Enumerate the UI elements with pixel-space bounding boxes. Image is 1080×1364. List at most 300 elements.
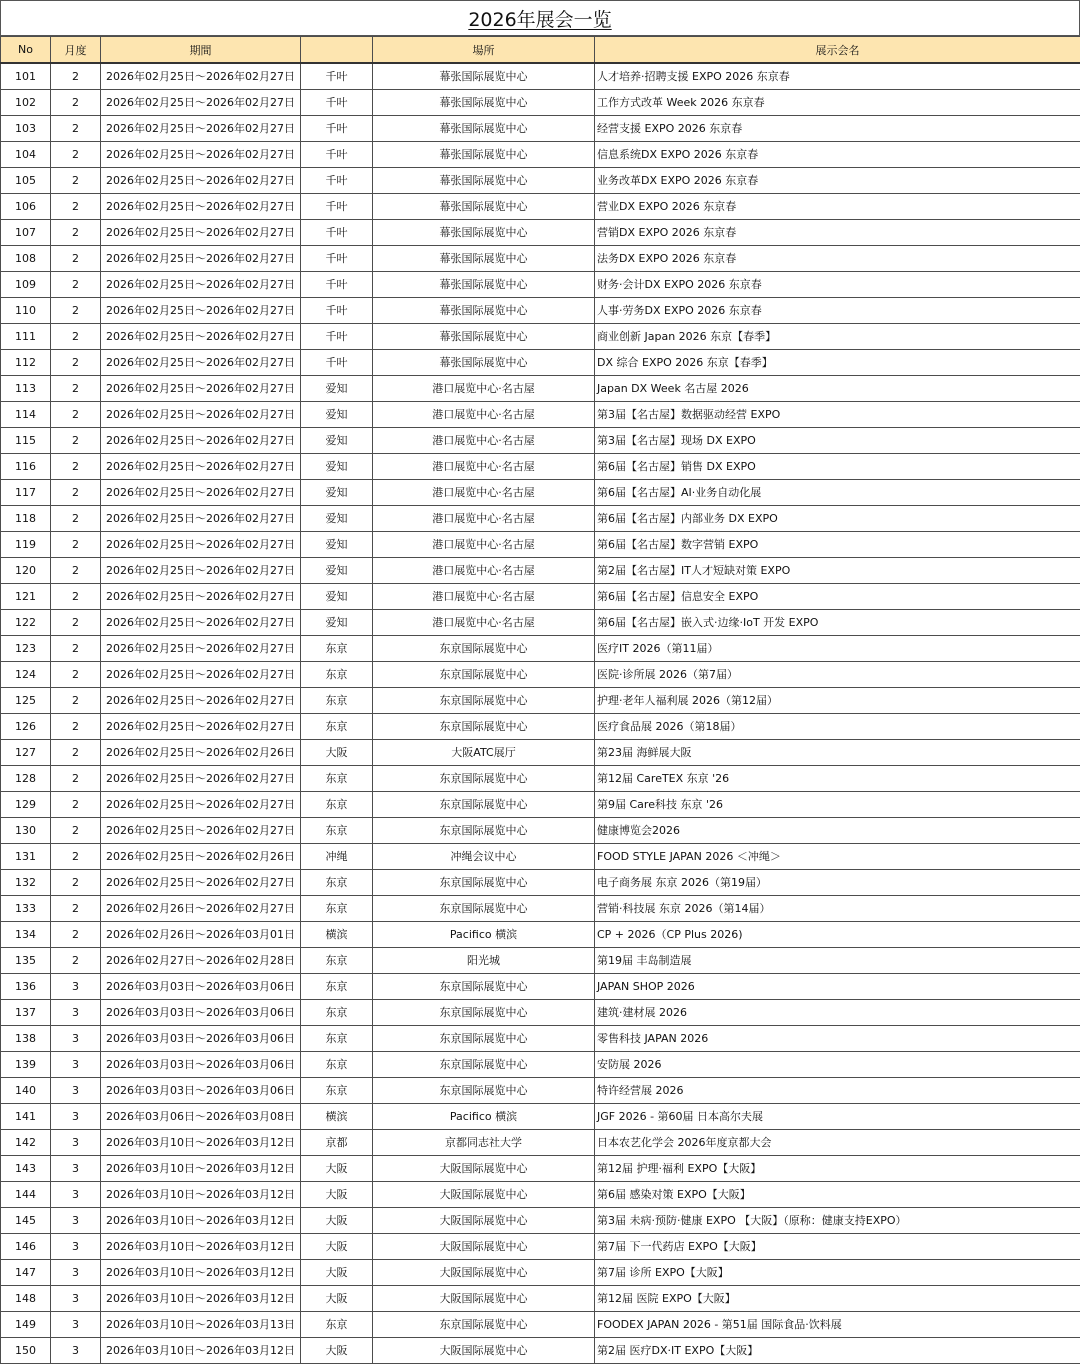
cell-no: 134 [1,922,51,948]
cell-no: 138 [1,1026,51,1052]
table-row [1,1208,1080,1234]
cell-month: 2 [51,792,101,818]
cell-month: 3 [51,1078,101,1104]
cell-month: 3 [51,1208,101,1234]
cell-venue: 港口展览中心·名古屋 [373,610,595,636]
cell-prefecture: 千叶 [301,168,373,194]
cell-venue: 幕张国际展览中心 [373,194,595,220]
cell-period: 2026年02月25日～2026年02月27日 [101,272,301,298]
cell-expo-name: 经营支援 EXPO 2026 东京春 [595,116,1080,142]
table-row [1,870,1080,896]
cell-period: 2026年02月25日～2026年02月27日 [101,714,301,740]
cell-no: 146 [1,1234,51,1260]
cell-month: 2 [51,246,101,272]
title-bar [0,0,1080,36]
cell-expo-name: 第23届 海鲜展大阪 [595,740,1080,766]
table-row [1,766,1080,792]
cell-expo-name: JAPAN SHOP 2026 [595,974,1080,1000]
cell-no: 135 [1,948,51,974]
cell-expo-name: Japan DX Week 名古屋 2026 [595,376,1080,402]
cell-no: 141 [1,1104,51,1130]
header-expo-name: 展示会名 [595,37,1080,64]
cell-no: 110 [1,298,51,324]
table-row [1,1052,1080,1078]
cell-month: 2 [51,376,101,402]
table-row [1,532,1080,558]
cell-prefecture: 千叶 [301,272,373,298]
cell-expo-name: 安防展 2026 [595,1052,1080,1078]
cell-no: 107 [1,220,51,246]
cell-no: 112 [1,350,51,376]
table-row [1,402,1080,428]
cell-month: 2 [51,350,101,376]
header-venue: 場所 [373,37,595,64]
cell-month: 2 [51,428,101,454]
cell-expo-name: 第6届【名古屋】内部业务 DX EXPO [595,506,1080,532]
cell-period: 2026年03月03日～2026年03月06日 [101,1078,301,1104]
cell-no: 108 [1,246,51,272]
cell-month: 3 [51,1052,101,1078]
cell-month: 2 [51,870,101,896]
cell-expo-name: DX 综合 EXPO 2026 东京【春季】 [595,350,1080,376]
cell-no: 145 [1,1208,51,1234]
expo-table [0,36,1080,1364]
table-row [1,324,1080,350]
cell-no: 102 [1,90,51,116]
cell-expo-name: 第12届 护理·福利 EXPO【大阪】 [595,1156,1080,1182]
header-month: 月度 [51,37,101,64]
cell-venue: Pacifico 横滨 [373,922,595,948]
cell-prefecture: 东京 [301,1078,373,1104]
cell-expo-name: 健康博览会2026 [595,818,1080,844]
cell-period: 2026年03月10日～2026年03月12日 [101,1260,301,1286]
table-row [1,142,1080,168]
cell-prefecture: 东京 [301,688,373,714]
cell-prefecture: 东京 [301,1000,373,1026]
cell-no: 118 [1,506,51,532]
cell-prefecture: 千叶 [301,246,373,272]
cell-venue: 幕张国际展览中心 [373,246,595,272]
cell-month: 2 [51,63,101,90]
cell-expo-name: 工作方式改革 Week 2026 东京春 [595,90,1080,116]
cell-month: 3 [51,1234,101,1260]
cell-period: 2026年03月10日～2026年03月12日 [101,1156,301,1182]
cell-expo-name: 第3届【名古屋】现场 DX EXPO [595,428,1080,454]
table-row [1,298,1080,324]
cell-period: 2026年02月25日～2026年02月27日 [101,610,301,636]
cell-month: 2 [51,454,101,480]
cell-prefecture: 爱知 [301,454,373,480]
table-row [1,376,1080,402]
table-row [1,350,1080,376]
cell-period: 2026年03月06日～2026年03月08日 [101,1104,301,1130]
table-row [1,480,1080,506]
cell-period: 2026年03月10日～2026年03月13日 [101,1312,301,1338]
cell-venue: 港口展览中心·名古屋 [373,506,595,532]
cell-month: 2 [51,610,101,636]
cell-prefecture: 千叶 [301,63,373,90]
cell-no: 120 [1,558,51,584]
cell-prefecture: 大阪 [301,740,373,766]
table-row [1,1182,1080,1208]
cell-venue: 港口展览中心·名古屋 [373,402,595,428]
header-prefecture [301,37,373,64]
cell-period: 2026年02月25日～2026年02月27日 [101,792,301,818]
cell-no: 106 [1,194,51,220]
cell-venue: 幕张国际展览中心 [373,324,595,350]
cell-period: 2026年03月10日～2026年03月12日 [101,1208,301,1234]
cell-no: 131 [1,844,51,870]
cell-period: 2026年03月03日～2026年03月06日 [101,974,301,1000]
cell-expo-name: 第3届 未病·预防·健康 EXPO 【大阪】（原称：健康支持EXPO） [595,1208,1080,1234]
cell-period: 2026年03月03日～2026年03月06日 [101,1052,301,1078]
cell-expo-name: 业务改革DX EXPO 2026 东京春 [595,168,1080,194]
cell-venue: 东京国际展览中心 [373,974,595,1000]
cell-venue: 阳光城 [373,948,595,974]
cell-month: 3 [51,1130,101,1156]
cell-period: 2026年02月25日～2026年02月27日 [101,454,301,480]
table-row [1,636,1080,662]
cell-period: 2026年03月10日～2026年03月12日 [101,1234,301,1260]
cell-prefecture: 爱知 [301,610,373,636]
cell-venue: Pacifico 横滨 [373,1104,595,1130]
table-row [1,90,1080,116]
cell-venue: 大阪国际展览中心 [373,1234,595,1260]
cell-period: 2026年02月25日～2026年02月27日 [101,584,301,610]
cell-period: 2026年03月10日～2026年03月12日 [101,1286,301,1312]
cell-expo-name: 人才培养·招聘支援 EXPO 2026 东京春 [595,63,1080,90]
cell-period: 2026年02月25日～2026年02月27日 [101,818,301,844]
cell-expo-name: 营销DX EXPO 2026 东京春 [595,220,1080,246]
cell-prefecture: 东京 [301,948,373,974]
page-title: 2026年展会一览 [468,5,611,32]
table-row [1,584,1080,610]
cell-venue: 东京国际展览中心 [373,688,595,714]
cell-prefecture: 东京 [301,870,373,896]
cell-no: 105 [1,168,51,194]
cell-no: 129 [1,792,51,818]
table-row [1,948,1080,974]
cell-period: 2026年03月10日～2026年03月12日 [101,1130,301,1156]
cell-prefecture: 爱知 [301,402,373,428]
cell-prefecture: 东京 [301,662,373,688]
cell-prefecture: 爱知 [301,376,373,402]
cell-month: 2 [51,662,101,688]
cell-expo-name: 第2届【名古屋】IT人才短缺对策 EXPO [595,558,1080,584]
cell-prefecture: 爱知 [301,428,373,454]
cell-period: 2026年02月25日～2026年02月27日 [101,246,301,272]
table-row [1,168,1080,194]
cell-month: 2 [51,402,101,428]
cell-period: 2026年02月25日～2026年02月27日 [101,870,301,896]
cell-venue: 幕张国际展览中心 [373,116,595,142]
cell-period: 2026年02月25日～2026年02月27日 [101,506,301,532]
table-row [1,610,1080,636]
cell-no: 142 [1,1130,51,1156]
cell-no: 132 [1,870,51,896]
cell-expo-name: 法务DX EXPO 2026 东京春 [595,246,1080,272]
cell-expo-name: FOODEX JAPAN 2026 - 第51届 国际食品·饮料展 [595,1312,1080,1338]
cell-month: 2 [51,142,101,168]
cell-expo-name: 第6届【名古屋】信息安全 EXPO [595,584,1080,610]
cell-month: 2 [51,896,101,922]
cell-expo-name: 营销·科技展 东京 2026（第14届） [595,896,1080,922]
cell-prefecture: 东京 [301,636,373,662]
cell-month: 2 [51,714,101,740]
cell-expo-name: 医疗食品展 2026（第18届） [595,714,1080,740]
cell-expo-name: 财务·会计DX EXPO 2026 东京春 [595,272,1080,298]
cell-no: 148 [1,1286,51,1312]
cell-venue: 大阪国际展览中心 [373,1338,595,1364]
cell-month: 2 [51,922,101,948]
cell-month: 2 [51,688,101,714]
table-row [1,194,1080,220]
table-row [1,1000,1080,1026]
cell-expo-name: 医院·诊所展 2026（第7届） [595,662,1080,688]
cell-expo-name: 第6届【名古屋】AI·业务自动化展 [595,480,1080,506]
cell-venue: 大阪国际展览中心 [373,1156,595,1182]
table-body [1,63,1080,1364]
cell-period: 2026年02月25日～2026年02月27日 [101,324,301,350]
table-row [1,246,1080,272]
cell-prefecture: 大阪 [301,1182,373,1208]
cell-month: 3 [51,1286,101,1312]
table-row [1,454,1080,480]
cell-prefecture: 千叶 [301,350,373,376]
cell-venue: 东京国际展览中心 [373,662,595,688]
cell-period: 2026年02月25日～2026年02月27日 [101,532,301,558]
cell-prefecture: 大阪 [301,1156,373,1182]
cell-prefecture: 东京 [301,766,373,792]
cell-expo-name: 第6届【名古屋】嵌入式·边缘·IoT 开发 EXPO [595,610,1080,636]
cell-venue: 港口展览中心·名古屋 [373,480,595,506]
cell-month: 2 [51,506,101,532]
cell-month: 2 [51,324,101,350]
table-row [1,1104,1080,1130]
table-row [1,116,1080,142]
cell-no: 147 [1,1260,51,1286]
table-row [1,896,1080,922]
cell-month: 2 [51,116,101,142]
cell-no: 149 [1,1312,51,1338]
cell-venue: 东京国际展览中心 [373,870,595,896]
cell-venue: 东京国际展览中心 [373,818,595,844]
cell-prefecture: 大阪 [301,1286,373,1312]
cell-period: 2026年03月03日～2026年03月06日 [101,1000,301,1026]
cell-no: 130 [1,818,51,844]
cell-venue: 幕张国际展览中心 [373,90,595,116]
cell-venue: 大阪国际展览中心 [373,1260,595,1286]
cell-prefecture: 东京 [301,818,373,844]
cell-prefecture: 爱知 [301,584,373,610]
cell-period: 2026年03月10日～2026年03月12日 [101,1338,301,1364]
cell-expo-name: 第12届 CareTEX 东京 '26 [595,766,1080,792]
cell-no: 140 [1,1078,51,1104]
cell-prefecture: 大阪 [301,1208,373,1234]
cell-month: 2 [51,818,101,844]
cell-period: 2026年02月25日～2026年02月27日 [101,428,301,454]
cell-period: 2026年02月27日～2026年02月28日 [101,948,301,974]
cell-month: 2 [51,480,101,506]
cell-no: 150 [1,1338,51,1364]
cell-expo-name: FOOD STYLE JAPAN 2026 ＜冲绳＞ [595,844,1080,870]
cell-prefecture: 大阪 [301,1260,373,1286]
cell-month: 2 [51,90,101,116]
cell-prefecture: 大阪 [301,1338,373,1364]
cell-prefecture: 千叶 [301,220,373,246]
cell-expo-name: 第7届 下一代药店 EXPO【大阪】 [595,1234,1080,1260]
cell-month: 2 [51,844,101,870]
cell-no: 119 [1,532,51,558]
cell-period: 2026年02月25日～2026年02月27日 [101,688,301,714]
cell-prefecture: 千叶 [301,116,373,142]
cell-expo-name: 特许经营展 2026 [595,1078,1080,1104]
cell-prefecture: 东京 [301,714,373,740]
header-period: 期間 [101,37,301,64]
cell-venue: 东京国际展览中心 [373,1026,595,1052]
cell-expo-name: 第3届【名古屋】数据驱动经营 EXPO [595,402,1080,428]
cell-no: 126 [1,714,51,740]
table-row [1,63,1080,90]
cell-period: 2026年02月25日～2026年02月26日 [101,740,301,766]
cell-no: 114 [1,402,51,428]
cell-venue: 幕张国际展览中心 [373,272,595,298]
cell-expo-name: 第7届 诊所 EXPO【大阪】 [595,1260,1080,1286]
cell-no: 113 [1,376,51,402]
cell-prefecture: 横滨 [301,922,373,948]
table-row [1,1130,1080,1156]
cell-period: 2026年03月10日～2026年03月12日 [101,1182,301,1208]
table-row [1,1312,1080,1338]
cell-prefecture: 千叶 [301,194,373,220]
cell-month: 3 [51,1000,101,1026]
cell-month: 2 [51,272,101,298]
cell-prefecture: 东京 [301,1312,373,1338]
cell-prefecture: 爱知 [301,558,373,584]
cell-no: 143 [1,1156,51,1182]
cell-month: 2 [51,766,101,792]
cell-venue: 东京国际展览中心 [373,766,595,792]
cell-expo-name: 零售科技 JAPAN 2026 [595,1026,1080,1052]
table-row [1,220,1080,246]
cell-expo-name: 护理·老年人福利展 2026（第12届） [595,688,1080,714]
cell-no: 101 [1,63,51,90]
cell-venue: 港口展览中心·名古屋 [373,428,595,454]
table-row [1,1260,1080,1286]
cell-no: 104 [1,142,51,168]
cell-expo-name: 信息系统DX EXPO 2026 东京春 [595,142,1080,168]
cell-venue: 港口展览中心·名古屋 [373,584,595,610]
cell-period: 2026年02月25日～2026年02月27日 [101,142,301,168]
cell-expo-name: 第6届【名古屋】数字营销 EXPO [595,532,1080,558]
table-row [1,740,1080,766]
table-row [1,428,1080,454]
cell-no: 109 [1,272,51,298]
cell-prefecture: 千叶 [301,142,373,168]
cell-venue: 大阪国际展览中心 [373,1286,595,1312]
cell-no: 111 [1,324,51,350]
cell-no: 136 [1,974,51,1000]
table-row [1,792,1080,818]
cell-month: 2 [51,168,101,194]
table-row [1,922,1080,948]
cell-venue: 东京国际展览中心 [373,1000,595,1026]
cell-expo-name: 第6届 感染对策 EXPO【大阪】 [595,1182,1080,1208]
cell-prefecture: 东京 [301,974,373,1000]
cell-expo-name: 商业创新 Japan 2026 东京【春季】 [595,324,1080,350]
cell-prefecture: 爱知 [301,480,373,506]
cell-venue: 东京国际展览中心 [373,1078,595,1104]
cell-period: 2026年02月25日～2026年02月27日 [101,63,301,90]
cell-venue: 幕张国际展览中心 [373,168,595,194]
cell-expo-name: 建筑·建材展 2026 [595,1000,1080,1026]
cell-prefecture: 千叶 [301,298,373,324]
cell-prefecture: 千叶 [301,90,373,116]
cell-no: 117 [1,480,51,506]
table-row [1,558,1080,584]
cell-month: 3 [51,974,101,1000]
cell-month: 3 [51,1338,101,1364]
cell-no: 115 [1,428,51,454]
cell-period: 2026年02月25日～2026年02月27日 [101,376,301,402]
cell-venue: 东京国际展览中心 [373,714,595,740]
cell-period: 2026年03月03日～2026年03月06日 [101,1026,301,1052]
cell-month: 3 [51,1026,101,1052]
cell-month: 2 [51,220,101,246]
table-row [1,974,1080,1000]
cell-month: 2 [51,298,101,324]
cell-expo-name: 人事·劳务DX EXPO 2026 东京春 [595,298,1080,324]
header-row [1,37,1080,64]
cell-month: 2 [51,948,101,974]
cell-venue: 幕张国际展览中心 [373,63,595,90]
cell-no: 124 [1,662,51,688]
table-row [1,714,1080,740]
cell-prefecture: 东京 [301,896,373,922]
table-row [1,688,1080,714]
table-row [1,506,1080,532]
cell-venue: 港口展览中心·名古屋 [373,454,595,480]
cell-prefecture: 京都 [301,1130,373,1156]
cell-expo-name: 第19届 丰岛制造展 [595,948,1080,974]
cell-month: 2 [51,194,101,220]
cell-month: 2 [51,636,101,662]
cell-venue: 京都同志社大学 [373,1130,595,1156]
cell-no: 123 [1,636,51,662]
cell-month: 3 [51,1104,101,1130]
cell-expo-name: 电子商务展 东京 2026（第19届） [595,870,1080,896]
cell-period: 2026年02月25日～2026年02月26日 [101,844,301,870]
cell-period: 2026年02月25日～2026年02月27日 [101,402,301,428]
cell-no: 121 [1,584,51,610]
table-row [1,272,1080,298]
cell-no: 128 [1,766,51,792]
cell-prefecture: 横滨 [301,1104,373,1130]
cell-venue: 东京国际展览中心 [373,896,595,922]
cell-no: 144 [1,1182,51,1208]
cell-month: 3 [51,1156,101,1182]
cell-no: 133 [1,896,51,922]
cell-expo-name: 日本农艺化学会 2026年度京都大会 [595,1130,1080,1156]
cell-expo-name: 第2届 医疗DX·IT EXPO【大阪】 [595,1338,1080,1364]
cell-venue: 幕张国际展览中心 [373,220,595,246]
cell-expo-name: 第9届 Care科技 东京 '26 [595,792,1080,818]
cell-no: 137 [1,1000,51,1026]
cell-no: 125 [1,688,51,714]
cell-prefecture: 东京 [301,792,373,818]
cell-period: 2026年02月25日～2026年02月27日 [101,194,301,220]
cell-no: 116 [1,454,51,480]
